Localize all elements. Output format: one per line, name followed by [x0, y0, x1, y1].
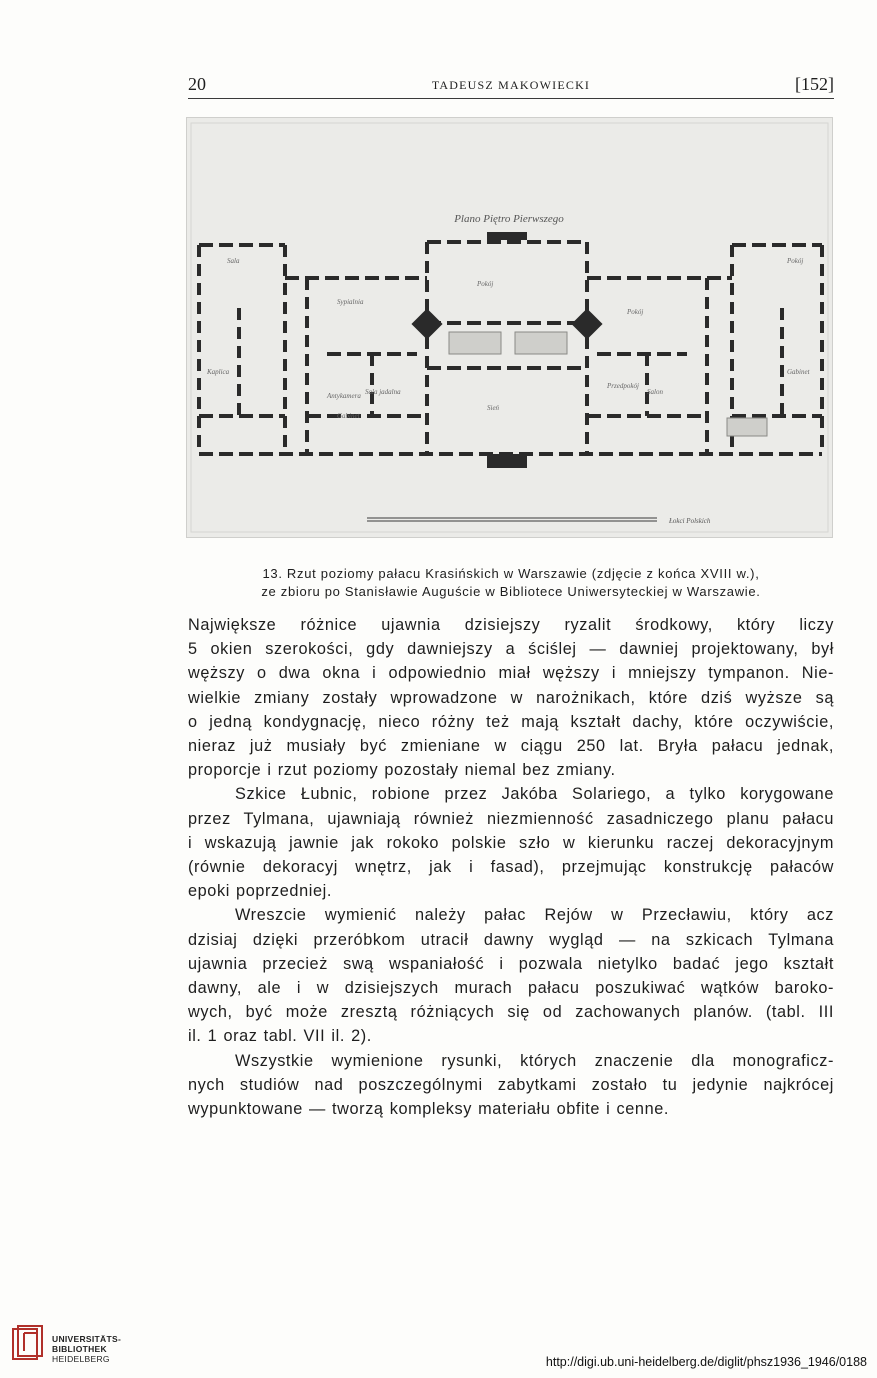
room-label: Antykamera — [327, 392, 361, 400]
plan-title: Plano Piętro Pierwszego — [454, 213, 564, 225]
library-logo[interactable] — [10, 1323, 160, 1369]
room-label: Sala jadalna — [365, 388, 401, 396]
text-line: nych studiów nad poszczególnymi zabytkami zostało tu jedynie najkrócej — [188, 1075, 834, 1094]
logo-line: HEIDELBERG — [52, 1354, 110, 1364]
text-line: epoki poprzedniej. — [188, 882, 332, 901]
text-line: dzisiaj dzięki przeróbkom utracił dawny wygląd — na szkicach Tylmana — [188, 930, 834, 949]
room-label: Sień — [487, 404, 500, 412]
body-text — [188, 613, 834, 1121]
text-line: przez Tylmana, ujawniają również niezmienność zasadniczego planu pałacu — [188, 809, 834, 828]
figure-caption-line: 13. Rzut poziomy pałacu Krasińskich w Warszawie (zdjęcie z końca XVIII w.), — [262, 566, 760, 581]
text-line: Największe różnice ujawnia dzisiejszy ryzalit środkowy, który liczy — [188, 616, 834, 634]
library-logo-text — [52, 1334, 121, 1364]
text-line: węższy o dwa okna i odpowiednio miał węższy i mniejszy tympanon. Nie- — [188, 664, 834, 683]
text-line: i wskazują jawnie jak rokoko polskie szło w kierunku raczej dekoracyjnym — [188, 833, 834, 852]
text-line: 5 okien szerokości, gdy dawniejszy a ściślej — dawniej projektowany, był — [188, 640, 834, 659]
room-label: Sala — [227, 257, 240, 265]
logo-line: BIBLIOTHEK — [52, 1344, 107, 1354]
scale-label: Łokci Polskich — [669, 517, 711, 525]
room-label: Pokój — [787, 257, 804, 265]
room-label: Salon — [647, 388, 663, 396]
text-line: Wszystkie wymienione rysunki, których znaczenie dla monograficz- — [235, 1051, 834, 1070]
library-logo-icon — [10, 1323, 46, 1365]
text-line: wielkie zmiany zostały wprowadzone w narożnikach, które dziś wyższe są — [188, 688, 834, 707]
text-line: il. 1 oraz tabl. VII il. 2). — [188, 1027, 372, 1046]
text-line: nieraz już musiały być zmieniane w ciągu 250 lat. Bryła pałacu jednak, — [188, 737, 834, 756]
text-line: Wreszcie wymienić należy pałac Rejów w Przecławiu, który acz — [235, 906, 834, 925]
source-url-link[interactable]: http://digi.ub.uni-heidelberg.de/diglit/phsz1936_1946/0188 — [545, 1355, 867, 1369]
text-line: (równie dekoracyj wnętrz, jak i fasad), przejmując konstrukcję pałaców — [188, 858, 834, 877]
room-label: Pokój — [627, 308, 644, 316]
room-label: Pokój — [477, 280, 494, 288]
text-line: wypunktowane — tworzą kompleksy materiału obfite i cenne. — [188, 1100, 669, 1119]
room-label: Gabinet — [337, 412, 360, 420]
floor-plan-drawing — [187, 118, 832, 537]
page-number: 20 — [188, 74, 206, 94]
text-line: proporcje i rzut poziomy pozostały niemal bez zmiany. — [188, 761, 616, 780]
text-line: Szkice Łubnic, robione przez Jakóba Solariego, a tylko korygowane — [235, 785, 834, 804]
text-line: ujawnia przecież swą wspaniałość i pozwala nietylko badać jego kształt — [188, 954, 834, 973]
figure-caption-line: ze zbioru po Stanisławie Auguście w Bibliotece Uniwersyteckiej w Warszawie. — [261, 584, 761, 599]
room-label: Gabinet — [787, 368, 810, 376]
page-reference: [152] — [795, 74, 834, 94]
room-label: Sypialnia — [337, 298, 364, 306]
page-header — [188, 74, 834, 99]
running-head: TADEUSZ MAKOWIECKI — [431, 78, 591, 92]
text-line: wych, być może zresztą różniących się od zachowanych planów. (tabl. III — [188, 1003, 834, 1022]
room-label: Przedpokój — [607, 382, 639, 390]
logo-line: UNIVERSITÄTS- — [52, 1334, 122, 1344]
room-label: Kaplica — [207, 368, 230, 376]
text-line: o jedną kondygnację, nieco różny też mają kształt dachy, które oczywiście, — [188, 712, 834, 731]
text-line: dawny, ale i w dzisiejszych murach pałacu poszukiwać wątków baroko- — [188, 979, 834, 998]
figure-plate — [186, 117, 833, 538]
